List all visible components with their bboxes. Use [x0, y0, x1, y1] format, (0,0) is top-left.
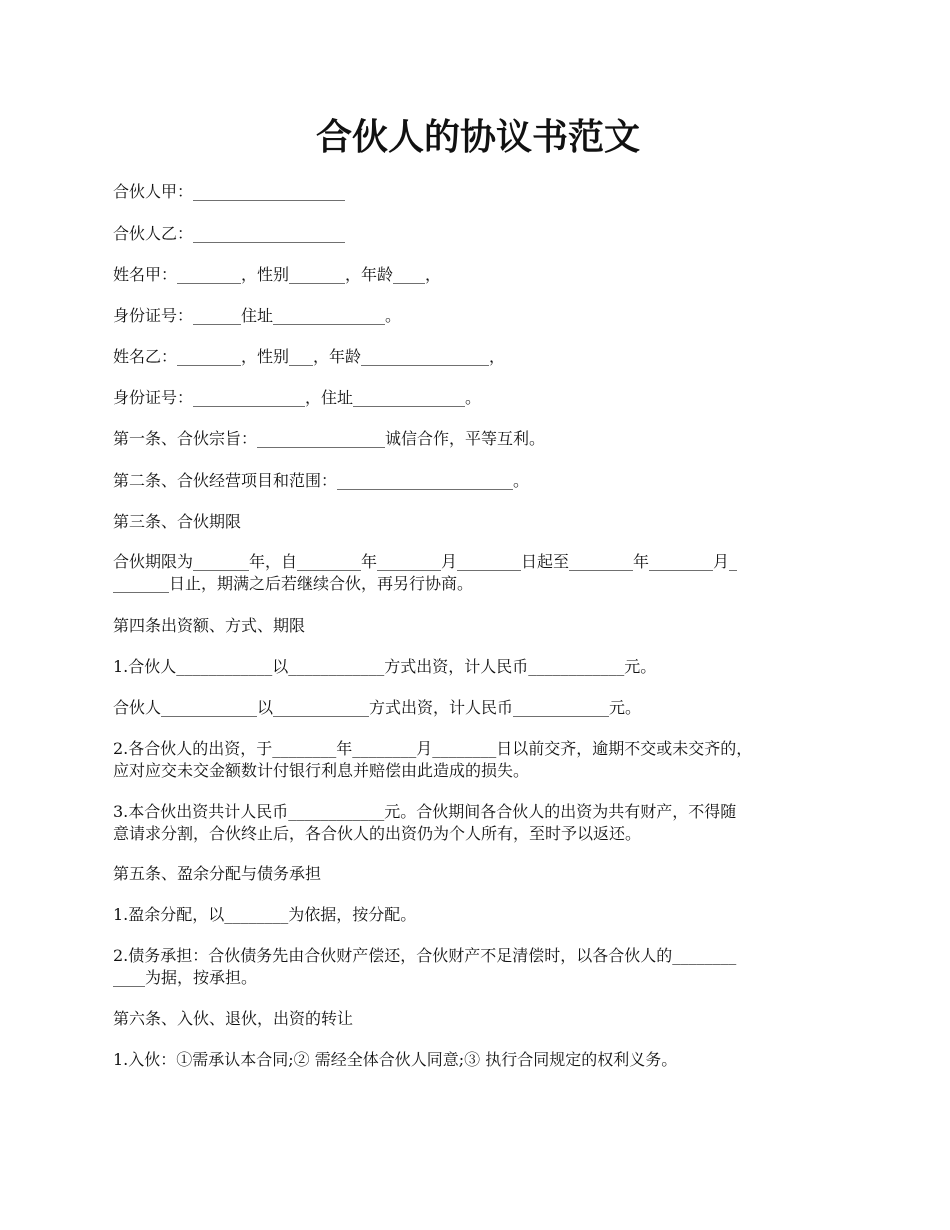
article-4-item-1b: 合伙人____________以____________方式出资，计人民币____________元。	[113, 698, 642, 717]
field-partner-b: 合伙人乙：___________________	[113, 224, 346, 243]
article-6-heading: 第六条、入伙、退伙，出资的转让	[113, 1009, 354, 1028]
article-5-heading: 第五条、盈余分配与债务承担	[113, 864, 322, 883]
document-title: 合伙人的协议书范文	[315, 116, 640, 158]
article-4-item-2: 2.各合伙人的出资，于________年________月________日以前交齐，逾期不交或未交齐的， 应对应交未交金额数计付银行利息并赔偿由此造成的损失。	[113, 739, 753, 780]
article-1-purpose: 第一条、合伙宗旨：________________诚信合作，平等互利。	[113, 429, 546, 448]
field-id-a: 身份证号：______住址______________。	[113, 306, 402, 325]
field-partner-a: 合伙人甲：___________________	[113, 182, 346, 201]
article-5-item-1: 1.盈余分配，以________为依据，按分配。	[113, 905, 417, 924]
article-3-term: 合伙期限为_______年，自________年________月________日起至________年________月_ _______日止，期满之后若继续合伙，再另行协商。	[113, 552, 738, 593]
article-4-item-3: 3.本合伙出资共计人民币____________元。合伙期间各合伙人的出资为共有财产，不得随 意请求分割，合伙终止后，各合伙人的出资仍为个人所有，至时予以返还。	[113, 802, 737, 843]
article-4-heading: 第四条出资额、方式、期限	[113, 616, 306, 635]
field-id-b: 身份证号：______________，住址______________。	[113, 388, 482, 407]
article-2-scope: 第二条、合伙经营项目和范围：______________________。	[113, 471, 530, 490]
article-5-item-2: 2.债务承担：合伙债务先由合伙财产偿还，合伙财产不足清偿时，以各合伙人的________ ____为据，按承担。	[113, 946, 737, 987]
article-3-heading: 第三条、合伙期限	[113, 512, 242, 531]
field-name-a: 姓名甲：________，性别_______，年龄____，	[113, 265, 442, 284]
article-6-item-1: 1.入伙：①需承认本合同;② 需经全体合伙人同意;③ 执行合同规定的权利义务。	[113, 1050, 678, 1069]
article-4-item-1: 1.合伙人____________以____________方式出资，计人民币____________元。	[113, 657, 657, 676]
field-name-b: 姓名乙：________，性别___，年龄________________，	[113, 347, 506, 366]
